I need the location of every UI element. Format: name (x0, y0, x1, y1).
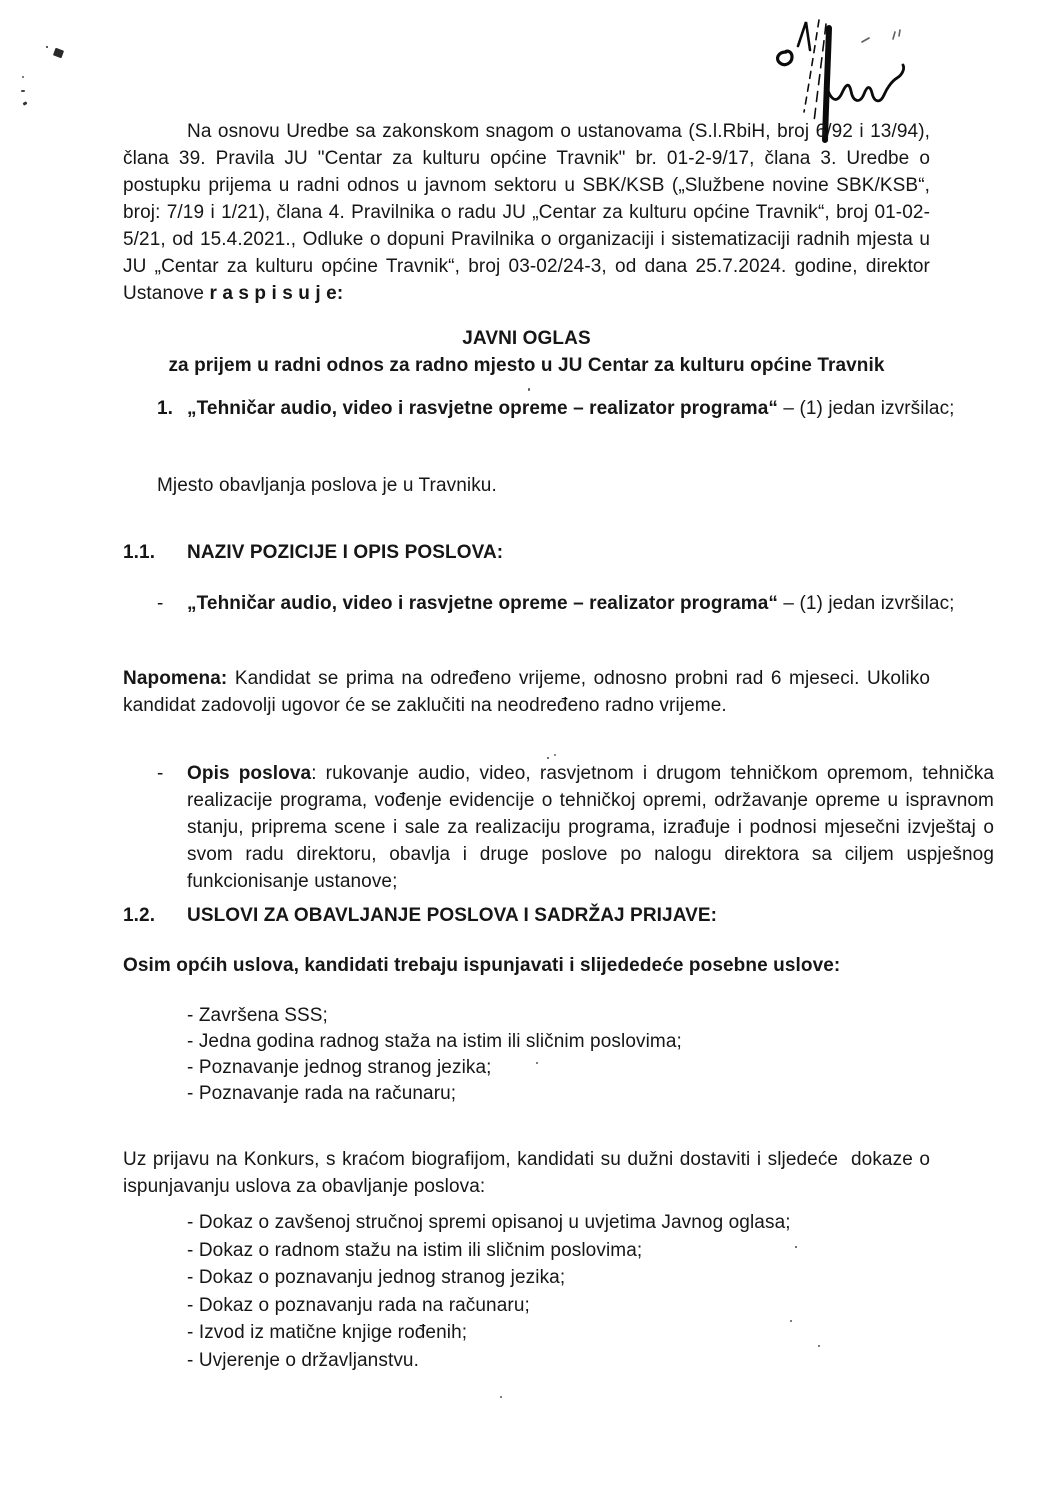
application-intro: Uz prijavu na Konkurs, s kraćom biografijom, kandidati su dužni dostaviti i sljedeće dokaze o ispunjavanju uslova za obavljanje poslova: (123, 1149, 936, 1197)
list-item-text: Dokaz o radnom stažu na istim ili sličnim poslovima; (198, 1239, 643, 1261)
position-bullet-title: „Tehničar audio, video i rasvjetne opreme – realizator programa“ (187, 593, 779, 614)
list-item-text: Dokaz o poznavanju rada na računaru; (198, 1294, 530, 1316)
position-item (123, 395, 994, 422)
list-item (123, 1029, 930, 1055)
list-item-text: Jedna godina radnog staža na istim ili sličnim poslovima; (198, 1031, 682, 1052)
document-title: JAVNI OGLAS (462, 328, 591, 349)
list-item-text: Završena SSS; (198, 1005, 328, 1026)
job-description-label: Opis poslova (187, 763, 312, 784)
list-item-text: Izvod iz matične knjige rođenih; (198, 1322, 468, 1343)
position-item-number: 1. (157, 398, 174, 419)
list-item (123, 1264, 930, 1292)
section-1-1-heading (123, 539, 930, 566)
bullet-dash: - (187, 1212, 194, 1233)
section-1-2-number: 1.2. (123, 905, 156, 926)
position-item-rest: – (1) jedan izvršilac; (778, 398, 955, 419)
list-item (123, 1081, 930, 1107)
list-item-text: Poznavanje rada na računaru; (198, 1083, 457, 1104)
list-item (123, 1237, 930, 1265)
bullet-dash: - (187, 1005, 194, 1026)
list-item (123, 1292, 930, 1320)
list-item (123, 1347, 930, 1375)
list-item-text: Dokaz o poznavanju jednog stranog jezika; (198, 1267, 566, 1288)
job-description-text: : rukovanje audio, video, rasvjetnom i drugom tehničkom opremom, tehnička realizacije programa, vođenje evidencije o tehničkoj opremi, održavanje opreme u ispravnom stanju, priprema scene i sale za realizaciju programa, izrađuje i podnosi mjesečni izvještaj o svom radu direktoru, obavlja i druge poslove po nalogu direktora sa ciljem uspješnog funkcionisanje ustanove; (187, 763, 994, 892)
position-bullet (123, 590, 994, 617)
bullet-dash: - (187, 1031, 194, 1052)
intro-paragraph (123, 118, 930, 307)
bullet-dash: - (157, 763, 164, 784)
bullet-dash: - (187, 1294, 194, 1316)
list-item (123, 1209, 930, 1237)
section-1-1-number: 1.1. (123, 542, 156, 563)
list-item (123, 1055, 930, 1081)
bullet-dash: - (187, 1239, 194, 1261)
note-label: Napomena: (123, 668, 228, 689)
bullet-dash: - (187, 1349, 194, 1371)
list-item (123, 1003, 930, 1029)
section-1-2-title: USLOVI ZA OBAVLJANJE POSLOVA I SADRŽAJ PRIJAVE: (187, 905, 718, 926)
list-item-text: Uvjerenje o državljanstvu. (198, 1349, 419, 1371)
position-bullet-rest: – (1) jedan izvršilac; (778, 593, 955, 614)
section-1-1-title: NAZIV POZICIJE I OPIS POSLOVA: (187, 542, 504, 563)
section-1-2-heading (123, 902, 930, 929)
required-documents-list (123, 1209, 930, 1374)
intro-text: Na osnovu Uredbe sa zakonskom snagom o ustanovama (S.l.RbiH, broj 6/92 i 13/94), člana 39. Pravila JU "Centar za kulturu općine Travnik" br. 01-2-9/17, člana 3. Uredbe o postupku prijema u radni odnos u javnom sektoru u SBK/KSB („Službene novine SBK/KSB“, broj: 7/19 i 1/21), člana 4. Pravilnika o radu JU „Centar za kulturu općine Travnik“, broj 01-02-5/21, od 15.4.2021., Odluke o dopuni Pravilnika o organizaciji i sistematizaciji radnih mjesta u JU „Centar za kulturu općine Travnik“, broj 03-02/24-3, od dana 25.7.2024. godine, direktor Ustanove (123, 121, 930, 304)
list-item (123, 1319, 930, 1347)
bullet-dash: - (187, 1267, 194, 1288)
list-item-text: Dokaz o zavšenoj stručnoj spremi opisanoj u uvjetima Javnog oglasa; (198, 1212, 791, 1233)
position-item-title: „Tehničar audio, video i rasvjetne opreme – realizator programa“ (187, 398, 779, 419)
bullet-dash: - (187, 1083, 194, 1104)
intro-emphasis: r a s p i s u j e: (209, 283, 344, 304)
list-item-text: Poznavanje jednog stranog jezika; (198, 1057, 492, 1078)
bullet-dash: - (187, 1057, 194, 1078)
conditions-intro: Osim općih uslova, kandidati trebaju ispunjavati i slijededeće posebne uslove: (123, 955, 841, 976)
note-text: Kandidat se prima na određeno vrijeme, odnosno probni rad 6 mjeseci. Ukoliko kandidat zadovolji ugovor će se zaklučiti na neodređeno radno vrijeme. (123, 668, 930, 716)
bullet-dash: - (187, 1322, 194, 1343)
location-line: Mjesto obavljanja poslova je u Travniku. (157, 475, 497, 496)
special-conditions-list (123, 1003, 930, 1107)
bullet-dash: - (157, 593, 164, 614)
document-subtitle: za prijem u radni odnos za radno mjesto u JU Centar za kulturu općine Travnik (168, 355, 885, 376)
job-description-bullet (123, 760, 994, 895)
note-paragraph (123, 665, 930, 719)
